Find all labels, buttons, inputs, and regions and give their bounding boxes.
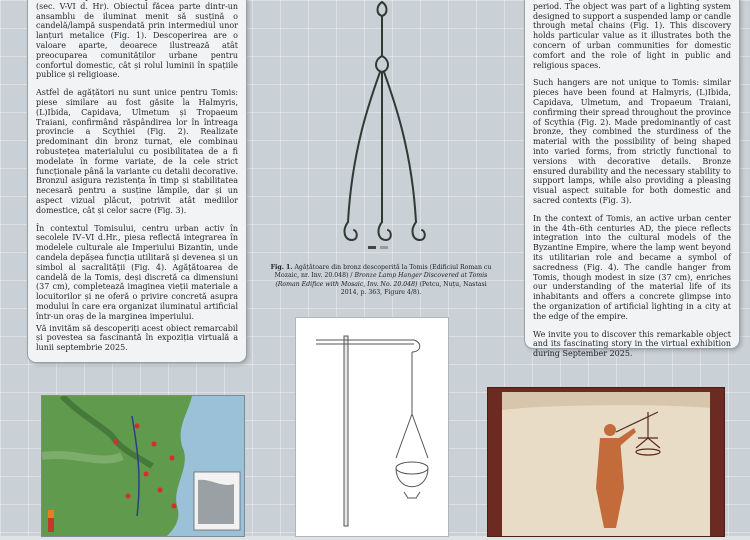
english-text-panel <box>525 0 739 359</box>
en-paragraph-4: We invite you to discover this remarkable object and its fascinating story in the virtual exhibition during September 2025. <box>533 329 731 359</box>
byzantine-fresco <box>488 388 724 536</box>
en-paragraph-2: Such hangers are not unique to Tomis: similar pieces have been found at Halmyris, (L)Ibida, Capidava, Ulmetum, and Tropaeum Traiani, confirming their spread throughout the province of Scythia (Fig. 2). Made predominantly of cast bronze, they combined the sturdiness of the material with the possibility of being shaped into varied forms, from strictly functional to versions with decorative details. Bronze ensured durability and the necessary stability to support lamps, while also providing a pleasing visual aspect suitable for both domestic and sacred contexts (Fig. 3). <box>533 78 731 205</box>
lamp-stand-drawing <box>296 318 448 536</box>
caption-ro: Agățătoare din bronz descoperită la Tomis (Edificiul Roman cu Mozaic, nr. Inv. 20.048) / <box>274 264 492 280</box>
ro-paragraph-3: În contextul Tomisului, centru urban activ în secolele IV–VI d.Hr., piesa reflectă integrarea în modelele culturale ale Imperiului Bizantin, unde candela depășea funcția utilitară și devenea și un simbol al sacralității (Fig. 4). Agățătoarea de candelă de la Tomis, deși discretă ca dimensiuni (37 cm), completează imaginea vieții materiale a locuitorilor și ne oferă o privire concretă asupra modului în care era organizat iluminatul artificial într-un oraș de la marginea imperiului. <box>36 223 238 321</box>
ro-paragraph-4: Vă invităm să descoperiți acest obiect remarcabil și povestea sa fascinantă în expoziția virtuală a lunii septembrie 2025. <box>36 323 238 353</box>
caption-en: Bronze Lamp Hanger Discovered at Tomis (Roman Edifice with Mosaic, Inv. No. 20.048) <box>275 272 488 288</box>
lamp-hanger-photo <box>330 0 434 250</box>
romanian-text-panel <box>28 0 246 362</box>
en-paragraph-3: In the context of Tomis, an active urban center in the 4th–6th centuries AD, the piece reflects integration into the cultural models of the Byzantine Empire, where the lamp went beyond its utilitarian role and became a symbol of sacredness (Fig. 4). The candle hanger from Tomis, though modest in size (37 cm), enriches our understanding of the material life of its inhabitants and offers a concrete glimpse into the organization of artificial lighting in a city at the edge of the empire. <box>533 213 731 321</box>
scythia-map <box>42 396 244 536</box>
ro-paragraph-2: Astfel de agățători nu sunt unice pentru Tomis: piese similare au fost găsite la Halmyris, (L)Ibida, Capidava, Ulmetum și Tropaeum Traiani, confirmând răspândirea lor în întreaga provincie a Scythiei (Fig. 2). Realizate predominant din bronz turnat, ele combinau robustețea materialului cu posibilitatea de a fi modelate în forme variate, de la cele strict funcționale până la variante cu detalii decorative. Bronzul asigura rezistența în timp și stabilitatea necesară pentru a susține lămpile, dar și un aspect vizual plăcut, potrivit atât mediilor domestice, cât și celor sacre (Fig. 3). <box>36 88 238 215</box>
en-paragraph-1: period. The object was part of a lighting system designed to support a suspended lamp or candle through metal chains (Fig. 1). This discovery holds particular value as it illustrates both the concern of urban communities for domestic comfort and the role of light in public and religious spaces. <box>533 1 731 70</box>
caption-label: Fig. 1. <box>270 264 293 271</box>
ro-paragraph-1: (sec. V-VI d. Hr). Obiectul făcea parte dintr-un ansamblu de iluminat menit să susțină o candelă/lampă suspendată prin intermediul unor lanțuri metalice (Fig. 1). Descoperirea are o valoare aparte, deoarece ilustrează atât preocuparea comunităților urbane pentru confortul domestic, cât și rolul luminii în spațiile publice și religioase. <box>36 1 238 80</box>
figure-caption <box>270 264 492 298</box>
caption-reference: (Petcu, Nuțu, Nastasi 2014, p. 363, Figure 4/8). <box>340 280 487 297</box>
